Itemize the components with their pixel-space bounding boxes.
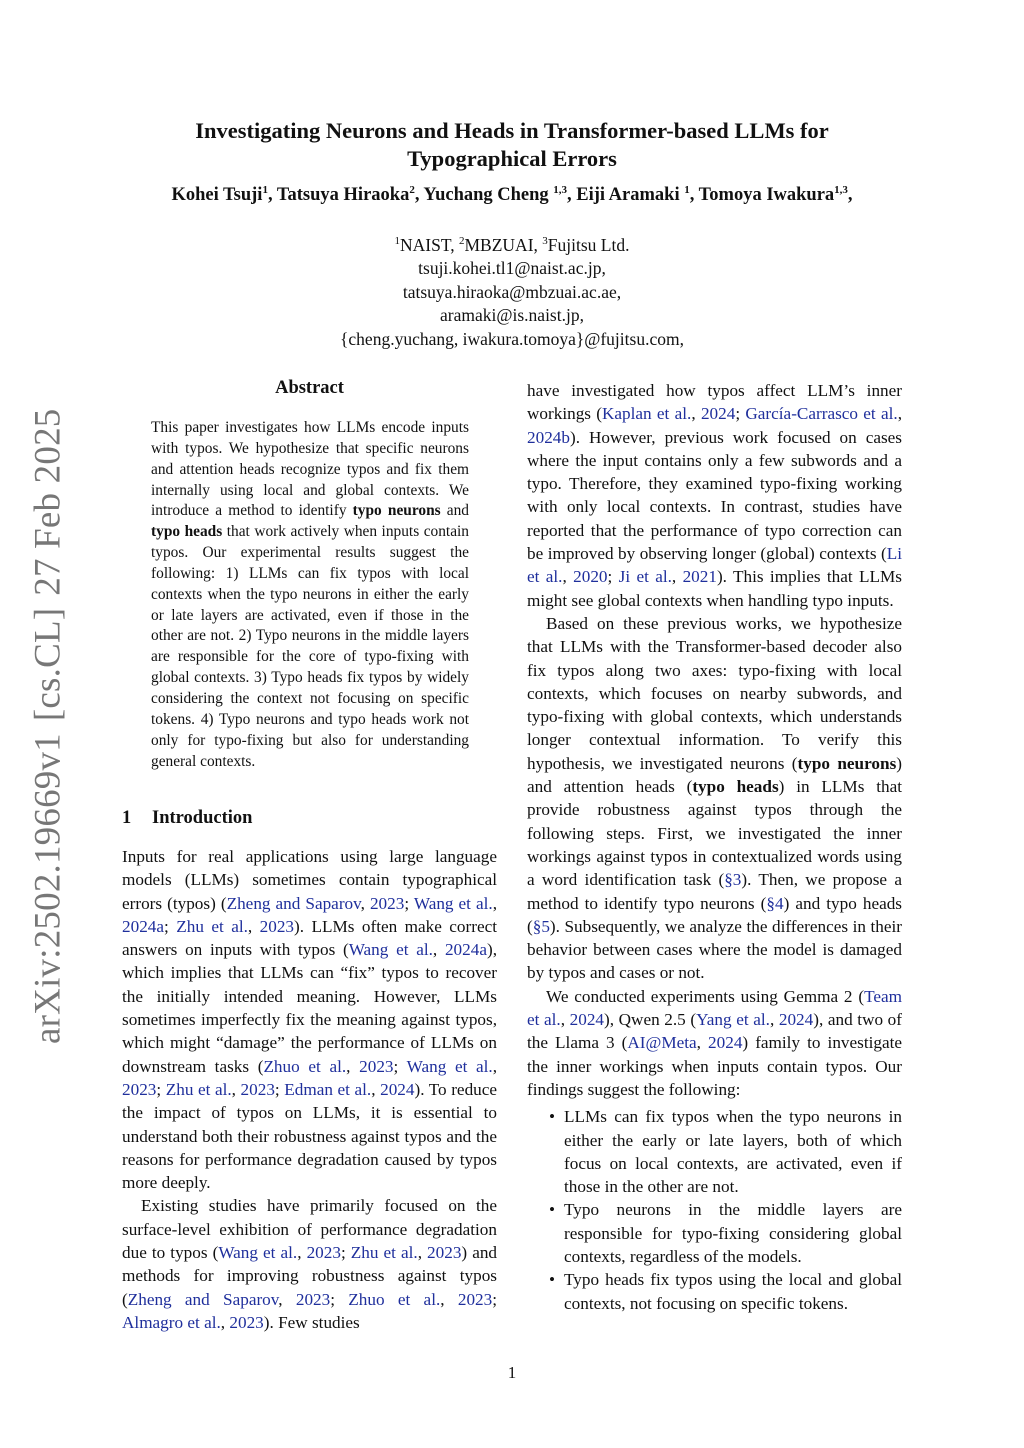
citation-link[interactable]: Edman et al. <box>284 1079 372 1099</box>
intro-paragraph-2: Existing studies have primarily focused on the surface-level exhibition of performance degradation due to typos (Wang et al., 2023; Zhu et al., 2023) and methods for improving robustness against typos (Zheng and Saparov, 2023; Zhuo et al., 2023; Almagro et al., 2023). Few studies <box>122 1196 498 1332</box>
citation-link[interactable]: Zhu et al. <box>176 916 248 936</box>
citation-link[interactable]: 2024a <box>444 940 487 960</box>
findings-list <box>527 1105 902 1315</box>
intro-paragraph-1: Inputs for real applications using large language models (LLMs) sometimes contain typographical errors (typos) (Zheng and Saparov, 2023; Wang et al., 2024a; Zhu et al., 2023). LLMs often make correct answers on inputs with typos (Wang et al., 2024a), which implies that LLMs can “fix” typos to recover the initially intended meaning. However, LLMs sometimes imperfectly fix the meaning against typos, which might “damage” the performance of LLMs on downstream tasks (Zhuo et al., 2023; Wang et al., 2023; Zhu et al., 2023; Edman et al., 2024). To reduce the impact of typos on LLMs, it is essential to understand both their robustness against typos and the reasons for performance degradation caused by typos more deeply. <box>122 847 498 1193</box>
list-item: • LLMs can fix typos when the typo neurons in either the early or late layers, both of which focus on local contexts, are activated, even if those in the other are not. <box>527 1105 902 1198</box>
arxiv-date: 27 Feb 2025 <box>27 408 69 596</box>
title-line-2: Typographical Errors <box>407 146 617 171</box>
institution-line: $^1$NAIST, $^2$MBZUAI, $^3$Fujitsu Ltd. <box>394 234 630 255</box>
affiliations <box>212 230 812 351</box>
paper-title <box>122 117 902 173</box>
citation-link[interactable]: García-Carrasco et al. <box>745 404 898 424</box>
citation-link[interactable]: 2021 <box>682 567 717 587</box>
citation-link[interactable]: Wang et al. <box>348 940 433 960</box>
title-line-1: Investigating Neurons and Heads in Transformer-based LLMs for <box>195 118 829 143</box>
section-link[interactable]: §4 <box>766 893 784 913</box>
citation-link[interactable]: 2020 <box>573 567 608 587</box>
citation-link[interactable]: 2024a <box>122 916 165 936</box>
intro-paragraph-4: Based on these previous works, we hypothesize that LLMs with the Transformer-based decoder also fix typos along two axes: typo-fixing with local contexts, which focuses on nearby subwords, and typo-fixing with global contexts, which understands longer contextual information. To verify this hypothesis, we investigated neurons (typo neurons) and attention heads (typo heads) in LLMs that provide robustness against typos through the following steps. First, we investigated the inner workings against typos in contextualized words using a word identification task (§3). Then, we propose a method to identify typo neurons (§4) and typo heads (§5). Subsequently, we analyze the differences in their behavior between cases where the model is damaged by typos and cases or not. <box>527 613 902 983</box>
citation-link[interactable]: Zhuo et al. <box>348 1289 441 1309</box>
author: Tomoya Iwakura$^{1,3}$, <box>698 184 853 206</box>
email-line: tsuji.kohei.tl1@naist.ac.jp, <box>418 258 606 279</box>
arxiv-category: [cs.CL] <box>27 607 69 722</box>
section-heading-introduction <box>122 808 497 829</box>
citation-link[interactable]: 2023 <box>240 1079 275 1099</box>
author: Kohei Tsuji$^1$, <box>171 184 277 206</box>
citation-link[interactable]: Yang et al. <box>696 1010 770 1030</box>
citation-link[interactable]: 2023 <box>259 916 295 936</box>
citation-link[interactable]: 2024 <box>569 1010 604 1030</box>
author: Yuchang Cheng $^{1,3}$, <box>423 184 577 206</box>
author: Eiji Aramaki $^1$, <box>576 184 699 206</box>
email-line: aramaki@is.naist.jp, <box>440 305 584 326</box>
email-line: tatsuya.hiraoka@mbzuai.ac.ae, <box>402 281 622 302</box>
section-title: Introduction <box>152 808 253 828</box>
page-number: 1 <box>507 1363 517 1382</box>
citation-link[interactable]: 2024 <box>380 1079 415 1099</box>
citation-link[interactable]: 2023 <box>306 1243 341 1263</box>
citation-link[interactable]: 2023 <box>359 1056 394 1076</box>
citation-link[interactable]: Zheng and Saparov <box>226 893 361 913</box>
citation-link[interactable]: Li et al. <box>527 544 902 587</box>
citation-link[interactable]: Zheng and Saparov <box>127 1289 279 1309</box>
citation-link[interactable]: 2023 <box>427 1243 462 1263</box>
citation-link[interactable]: 2024b <box>527 427 570 447</box>
list-item: • Typo heads fix typos using the local and global contexts, not focusing on specific tokens. <box>527 1268 902 1315</box>
citation-link[interactable]: Wang et al. <box>406 1056 493 1076</box>
abstract-body: This paper investigates how LLMs encode inputs with typos. We hypothesize that specific neurons and attention heads recognize typos and fix them internally using local and global contexts. We introduce a method to identify typo neurons and typo heads that work actively when inputs contain typos. Our experimental results suggest the following: 1) LLMs can fix typos with local contexts when the typo neurons in either the early or late layers are activated, even if those in the other are not. 2) Typo neurons in the middle layers are responsible for the core of typo-fixing with global contexts. 3) Typo heads fix typos by widely considering the context not focusing on specific tokens. 4) Typo neurons and typo heads work not only for typo-fixing but also for understanding general contexts. <box>151 419 470 770</box>
citation-link[interactable]: Zhuo et al. <box>263 1056 347 1076</box>
email-line: {cheng.yuchang, iwakura.tomoya}@fujitsu.com, <box>340 328 684 349</box>
citation-link[interactable]: 2023 <box>229 1312 264 1332</box>
citation-link[interactable]: 2023 <box>369 893 405 913</box>
citation-link[interactable]: 2023 <box>457 1289 493 1309</box>
citation-link[interactable]: Wang et al. <box>413 893 493 913</box>
citation-link[interactable]: Team et al. <box>527 986 902 1030</box>
right-column <box>527 379 902 1315</box>
arxiv-id: arXiv:2502.19669v1 <box>27 733 69 1044</box>
citation-link[interactable]: 2023 <box>295 1289 331 1309</box>
citation-link[interactable]: Almagro et al. <box>122 1312 221 1332</box>
citation-link[interactable]: Zhu et al. <box>350 1243 418 1263</box>
intro-paragraph-5: We conducted experiments using Gemma 2 (Team et al., 2024), Qwen 2.5 (Yang et al., 2024), and two of the Llama 3 (AI@Meta, 2024) family to investigate the inner workings when inputs contain typos. Our findings suggest the following: <box>527 986 902 1099</box>
citation-link[interactable]: 2024 <box>700 404 736 424</box>
abstract-heading: Abstract <box>275 378 344 398</box>
section-number: 1 <box>122 808 132 828</box>
citation-link[interactable]: 2023 <box>122 1079 157 1099</box>
arxiv-stamp <box>27 408 70 1050</box>
citation-link[interactable]: Wang et al. <box>218 1243 298 1263</box>
left-column <box>122 845 497 1334</box>
citation-link[interactable]: 2024 <box>778 1010 814 1030</box>
section-link[interactable]: §5 <box>532 916 550 936</box>
citation-link[interactable]: Ji et al. <box>618 567 672 587</box>
citation-link[interactable]: Kaplan et al. <box>602 404 692 424</box>
intro-paragraph-3: have investigated how typos affect LLM’s inner workings (Kaplan et al., 2024; García-Carrasco et al., 2024b). However, previous work focused on cases where the input contains only a few subwords and a typo. Therefore, they examined typo-fixing working with only local contexts. In contrast, studies have reported that the performance of typo correction can be improved by observing longer (global) contexts (Li et al., 2020; Ji et al., 2021). This implies that LLMs might see global contexts when handling typo inputs. <box>527 381 902 610</box>
citation-link[interactable]: 2024 <box>708 1033 743 1053</box>
author: Tatsuya Hiraoka$^2$, <box>276 184 424 206</box>
section-link[interactable]: §3 <box>724 870 742 890</box>
citation-link[interactable]: Zhu et al. <box>165 1079 232 1099</box>
citation-link[interactable]: AI@Meta <box>627 1033 697 1053</box>
list-item: • Typo neurons in the middle layers are responsible for typo-fixing considering global contexts, regardless of the models. <box>527 1198 902 1268</box>
author-list <box>90 184 934 206</box>
